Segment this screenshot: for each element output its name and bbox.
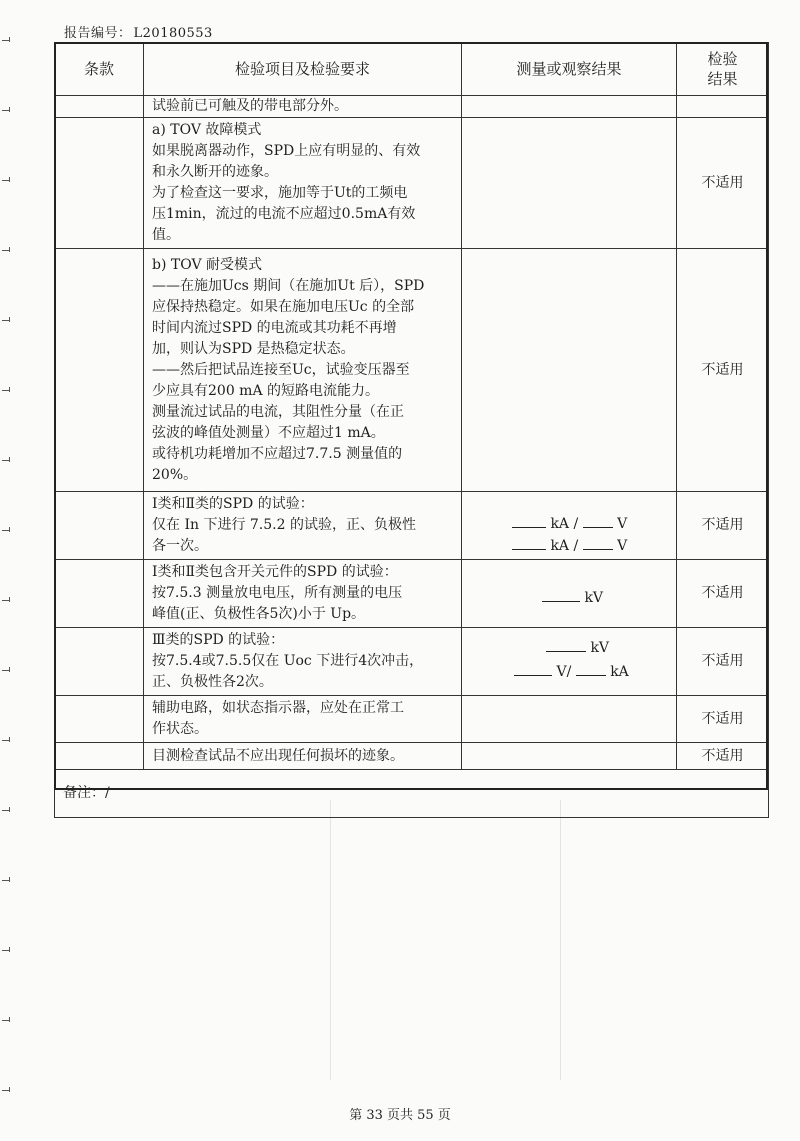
measure-line: kA / V xyxy=(512,534,627,557)
col-header-item: 检验项目及检验要求 xyxy=(144,43,462,96)
requirement-cell: b) TOV 耐受模式 ——在施加Ucs 期间（在施加Ut 后），SPD 应保持热稳定。如果在施加电压Uc 的全部 时间内流过SPD 的电流或其功耗不再增 加，则认为SPD 是热稳定状态。 ——然后把试品连接至Uc，试验变压器至 少应具有200 mA 的短路电流能力。 测量流过试品的电流，其阻性分量（在正 弦波的峰值处测量）不应超过1 mA。 或待机功耗增加不应超过7.7.5 测量值的 20%。 xyxy=(144,249,462,492)
result-cell: 不适用 xyxy=(677,696,769,743)
show-through-line xyxy=(330,800,331,1080)
measure-line: kV xyxy=(546,636,609,659)
requirement-cell: Ⅲ类的SPD 的试验： 按7.5.4或7.5.5仅在 Uoc 下进行4次冲击， 正、负极性各2次。 xyxy=(144,628,462,696)
requirement-cell: 辅助电路，如状态指示器，应处在正常工 作状态。 xyxy=(144,696,462,743)
requirement-cell: 试验前已可触及的带电部分外。 xyxy=(144,96,462,118)
requirement-cell: Ⅰ类和Ⅱ类的SPD 的试验： 仅在 In 下进行 7.5.2 的试验，正、负极性 各一次。 xyxy=(144,492,462,560)
col-header-measure: 测量或观察结果 xyxy=(462,43,677,96)
requirement-cell: 目测检查试品不应出现任何损坏的迹象。 xyxy=(144,743,462,770)
table-outer-border xyxy=(54,42,768,790)
result-cell: 不适用 xyxy=(677,560,769,628)
measure-line: kA / V xyxy=(512,512,627,535)
result-cell: 不适用 xyxy=(677,743,769,770)
requirement-cell: Ⅰ类和Ⅱ类包含开关元件的SPD 的试验： 按7.5.3 测量放电电压，所有测量的电压 峰值(正、负极性各5次)小于 Up。 xyxy=(144,560,462,628)
col-header-clause: 条款 xyxy=(55,43,144,96)
result-cell: 不适用 xyxy=(677,249,769,492)
col-header-result: 检验 结果 xyxy=(677,43,769,96)
requirement-cell: a) TOV 故障模式 如果脱离器动作，SPD上应有明显的、有效 和永久断开的迹象。 为了检查这一要求，施加等于Ut的工频电 压1min，流过的电流不应超过0.5mA有效 值。 xyxy=(144,118,462,249)
show-through-line xyxy=(560,800,561,1080)
measure-line: V/ kA xyxy=(514,660,629,683)
page-number: 第 33 页共 55 页 xyxy=(349,1108,451,1123)
note-text: 备注：/ xyxy=(55,770,769,818)
binding-margin xyxy=(0,0,14,1141)
result-cell: 不适用 xyxy=(677,628,769,696)
result-cell: 不适用 xyxy=(677,118,769,249)
report-number: 报告编号： L20180553 xyxy=(64,26,213,41)
measure-line: kV xyxy=(542,586,603,609)
result-cell: 不适用 xyxy=(677,492,769,560)
